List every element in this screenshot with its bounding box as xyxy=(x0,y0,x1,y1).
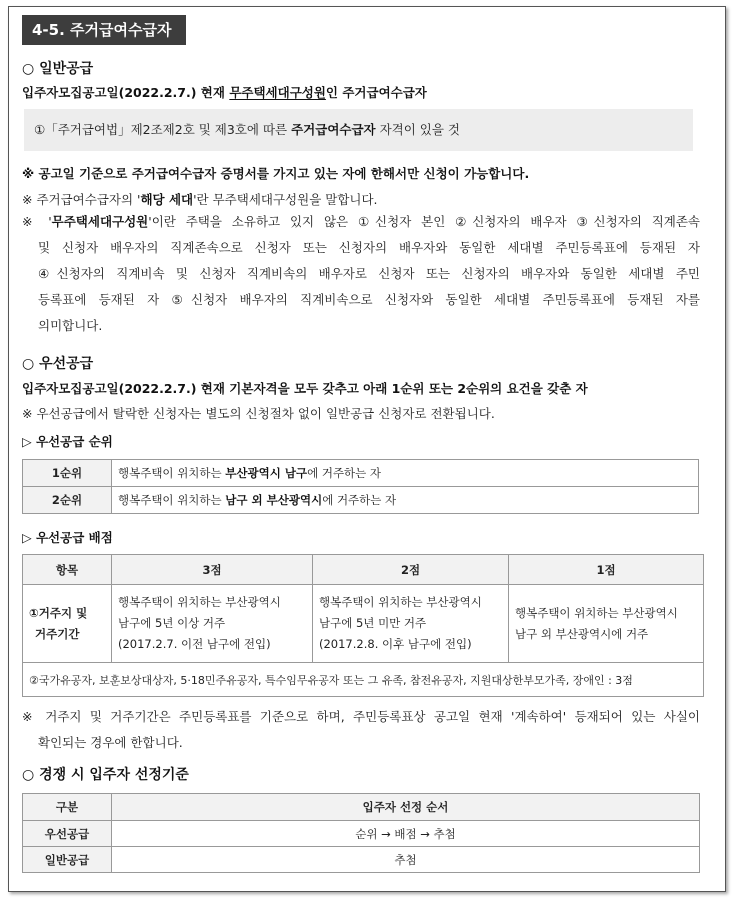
priority-supply-heading: ○ 우선공급 xyxy=(22,356,94,372)
note-household-suffix: '란 무주택세대구성원을 말합니다. xyxy=(193,192,378,207)
competition-label-general: 일반공급 xyxy=(23,847,112,873)
score-header-3: 3점 xyxy=(112,555,313,585)
general-supply-heading: ○ 일반공급 xyxy=(22,61,94,77)
rank-desc-2 xyxy=(112,487,699,514)
rank-desc-2-bold: 남구 외 부산광역시 xyxy=(225,493,323,507)
competition-value-priority: 순위 → 배점 → 추첨 xyxy=(112,821,700,847)
competition-heading: ○ 경쟁 시 입주자 선정기준 xyxy=(22,767,189,783)
score-row-merit xyxy=(23,663,704,697)
score-1-line1: 행복주택이 위치하는 부산광역시 xyxy=(515,605,678,620)
score-header-item: 항목 xyxy=(23,555,112,585)
note-homeless-line5: 의미합니다. xyxy=(38,318,103,333)
competition-table xyxy=(22,793,700,873)
general-criteria-prefix: 입주자모집공고일(2022.2.7.) 현재 xyxy=(22,85,230,100)
priority-score-heading: ▷ 우선공급 배점 xyxy=(22,530,113,545)
eligibility-bold: 주거급여수급자 xyxy=(291,122,376,137)
score-3-desc xyxy=(112,585,313,663)
score-3-line1: 행복주택이 위치하는 부산광역시 xyxy=(118,595,281,609)
rank-desc-2-suffix: 에 거주하는 자 xyxy=(322,493,397,507)
note-household xyxy=(22,190,378,208)
competition-row-priority xyxy=(23,821,700,847)
rank-desc-1-suffix: 에 거주하는 자 xyxy=(307,466,382,480)
eligibility-prefix: ①「주거급여법」제2조제2호 및 제3호에 따른 xyxy=(34,122,292,137)
score-1-line2: 남구 외 부산광역시에 거주 xyxy=(515,626,649,641)
competition-header-order: 입주자 선정 순서 xyxy=(112,794,700,821)
eligibility-box xyxy=(24,109,693,151)
score-3-line2: 남구에 5년 이상 거주 xyxy=(118,616,226,630)
note-homeless-line3: ④신청자의 직계비속 및 신청자 직계비속의 배우자로 신청자 또는 신청자의 배우자와 동일한 세대별 주민 xyxy=(38,266,700,281)
residence-note-line2: 확인되는 경우에 한합니다. xyxy=(38,735,183,750)
rank-desc-2-prefix: 행복주택이 위치하는 xyxy=(118,493,226,507)
note-homeless-line4: 등록표에 등재된 자 ⑤신청자 배우자의 직계비속으로 신청자와 동일한 세대별 주민등록표에 등재된 자를 xyxy=(38,292,700,307)
competition-label-priority: 우선공급 xyxy=(23,821,112,847)
competition-header-category: 구분 xyxy=(23,794,112,821)
section-title: 4-5. 주거급여수급자 xyxy=(22,15,186,45)
priority-rank-table xyxy=(22,459,699,514)
rank-row-2 xyxy=(23,487,699,514)
priority-rank-heading: ▷ 우선공급 순위 xyxy=(22,434,113,449)
residence-note-line1: ※ 거주지 및 거주기간은 주민등록표를 기준으로 하며, 주민등록표상 공고일 현재 '계속하여' 등재되어 있는 사실이 xyxy=(22,709,700,724)
rank-label-1: 1순위 xyxy=(23,460,112,487)
competition-value-general: 추첨 xyxy=(112,847,700,873)
note-homeless-line1 xyxy=(22,209,700,235)
residence-note xyxy=(22,704,700,756)
score-3-line3: (2017.2.7. 이전 남구에 전입) xyxy=(118,637,271,651)
note-homeless-household xyxy=(22,209,700,339)
note-homeless-line2: 및 신청자 배우자의 직계존속으로 신청자 또는 신청자의 배우자와 동일한 세대별 주민등록표에 등재된 자 xyxy=(38,240,700,255)
score-header-2: 2점 xyxy=(313,555,509,585)
score-2-line1: 행복주택이 위치하는 부산광역시 xyxy=(319,595,482,609)
score-residence-label-2: 거주기간 xyxy=(35,626,80,641)
rank-row-1 xyxy=(23,460,699,487)
score-merit-desc: ②국가유공자, 보훈보상대상자, 5·18민주유공자, 특수임무유공자 또는 그 유족, 참전유공자, 지원대상한부모가족, 장애인 : 3점 xyxy=(23,663,704,697)
score-2-desc xyxy=(313,585,509,663)
note-homeless-line1-text: '이란 주택을 소유하고 있지 않은 ①신청자 본인 ②신청자의 배우자 ③신청자의 직계존속 xyxy=(148,214,701,229)
priority-note: ※ 우선공급에서 탈락한 신청자는 별도의 신청절차 없이 일반공급 신청자로 전환됩니다. xyxy=(22,406,495,421)
note-certificate: ※ 공고일 기준으로 주거급여수급자 증명서를 가지고 있는 자에 한해서만 신청이 가능합니다. xyxy=(22,166,530,181)
score-2-line3: (2017.2.8. 이후 남구에 전입) xyxy=(319,637,472,651)
score-row-residence xyxy=(23,585,704,663)
rank-desc-1 xyxy=(112,460,699,487)
general-criteria-suffix: 인 주거급여수급자 xyxy=(325,85,427,100)
score-header-row xyxy=(23,555,704,585)
competition-header-row xyxy=(23,794,700,821)
general-criteria xyxy=(22,83,427,101)
rank-desc-1-prefix: 행복주택이 위치하는 xyxy=(118,466,226,480)
priority-score-table xyxy=(22,554,704,697)
note-household-bold: 해당 세대 xyxy=(140,192,194,207)
general-criteria-underlined: 무주택세대구성원 xyxy=(229,85,326,100)
score-residence-label-1: ①거주지 및 xyxy=(29,605,88,620)
eligibility-suffix: 자격이 있을 것 xyxy=(375,122,460,137)
note-homeless-prefix: ※ ' xyxy=(22,214,52,229)
note-homeless-bold: 무주택세대구성원 xyxy=(51,214,149,229)
score-2-line2: 남구에 5년 미만 거주 xyxy=(319,616,427,630)
score-1-desc xyxy=(509,585,704,663)
priority-criteria: 입주자모집공고일(2022.2.7.) 현재 기본자격을 모두 갖추고 아래 1순위 또는 2순위의 요건을 갖춘 자 xyxy=(22,381,588,396)
score-header-1: 1점 xyxy=(509,555,704,585)
rank-desc-1-bold: 부산광역시 남구 xyxy=(225,466,308,480)
note-household-prefix: ※ 주거급여수급자의 ' xyxy=(22,192,141,207)
score-residence-label xyxy=(23,585,112,663)
rank-label-2: 2순위 xyxy=(23,487,112,514)
competition-row-general xyxy=(23,847,700,873)
